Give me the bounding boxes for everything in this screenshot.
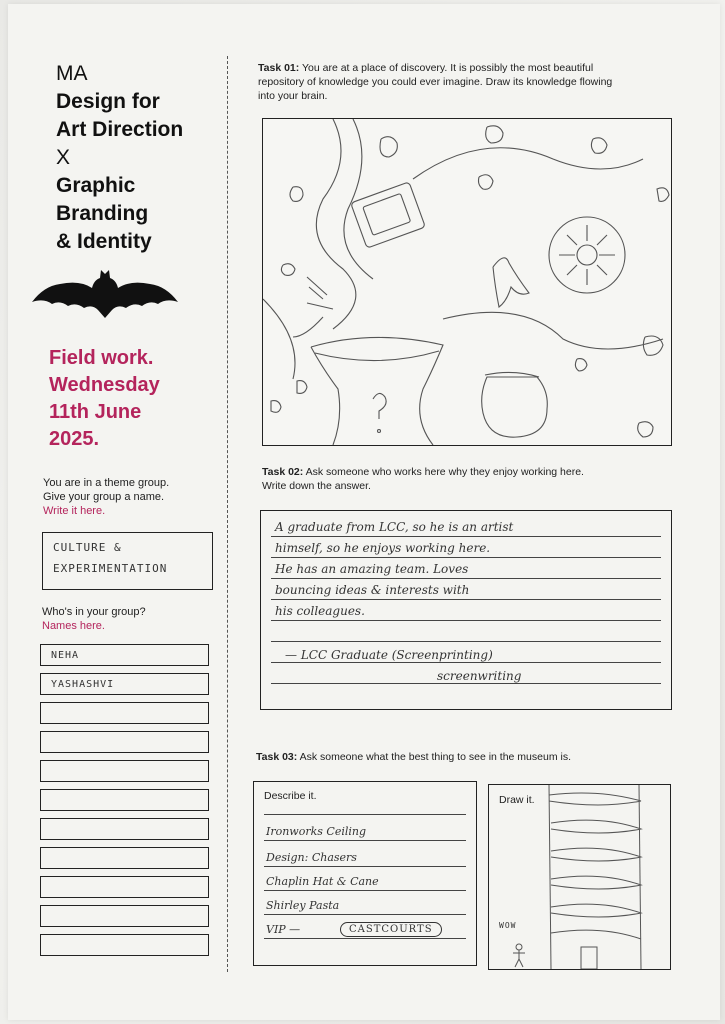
task3-text-1: Ask someone what the best thing to see in the museum is. (297, 751, 571, 763)
answer-line-5: his colleagues. (275, 604, 365, 618)
group-instructions (43, 476, 169, 518)
member-field-4[interactable] (40, 731, 209, 753)
desc-line-4: Shirley Pasta (266, 899, 340, 912)
group-prompt-1: You are in a theme group. (43, 477, 170, 489)
names-prompt: Names here. (42, 620, 105, 632)
sketch-wow-text: WOW (499, 921, 517, 930)
member-field-5[interactable] (40, 760, 209, 782)
member-field-6[interactable] (40, 789, 209, 811)
task2-instructions (262, 465, 682, 493)
answer-line-2: himself, so he enjoys working here. (275, 541, 491, 555)
knowledge-sketch (263, 119, 671, 445)
answer-line-1: A graduate from LCC, so he is an artist (275, 520, 514, 534)
fieldwork-line4: 2025. (49, 428, 100, 450)
task2-text-1: Ask someone who works here why they enjoy working here. (303, 466, 584, 478)
task1-label: Task 01: (258, 62, 300, 74)
member-field-2[interactable]: YASHASHVI (40, 673, 209, 695)
member-field-9[interactable] (40, 876, 209, 898)
ruled-line (271, 641, 661, 642)
column-divider (227, 56, 228, 972)
answer-line-7: — LCC Graduate (Screenprinting) (285, 648, 493, 662)
programme-title (56, 60, 226, 256)
ruled-line (271, 578, 661, 579)
title-branding: Branding (56, 202, 149, 225)
task2-text-2: Write down the answer. (262, 480, 371, 492)
who-prompt: Who's in your group? (42, 606, 146, 618)
ruled-line (264, 866, 466, 867)
group-prompt-2: Give your group a name. (43, 491, 165, 503)
ruled-line (271, 683, 661, 684)
ruled-line (264, 840, 466, 841)
task3-instructions (256, 750, 676, 764)
fieldwork-line2: Wednesday (49, 374, 160, 396)
ruled-line (264, 890, 466, 891)
title-identity: & Identity (56, 230, 152, 253)
worksheet-page (8, 4, 720, 1020)
task1-instructions (258, 61, 688, 103)
ruled-line (271, 599, 661, 600)
task2-label: Task 02: (262, 466, 304, 478)
fieldwork-line1: Field work. (49, 347, 154, 369)
group-name-field[interactable] (42, 532, 213, 590)
title-design: Design for (56, 90, 160, 113)
group-prompt-3: Write it here. (43, 505, 106, 517)
desc-line-5: VIP — (266, 923, 301, 936)
desc-line-2: Design: Chasers (266, 851, 357, 864)
task1-text-2: repository of knowledge you could ever imagine. Draw its knowledge flowing (258, 76, 613, 88)
member-field-1[interactable]: NEHA (40, 644, 209, 666)
answer-line-4: bouncing ideas & interests with (275, 583, 470, 597)
task3-drawing-area[interactable] (488, 784, 671, 970)
desc-line-1: Ironworks Ceiling (266, 825, 367, 838)
ruled-line (264, 914, 466, 915)
draw-label: Draw it. (499, 794, 535, 806)
member-field-10[interactable] (40, 905, 209, 927)
member-field-3[interactable] (40, 702, 209, 724)
fieldwork-date (49, 345, 160, 453)
member-field-11[interactable] (40, 934, 209, 956)
castcourts-sketch (489, 785, 670, 969)
ruled-line (271, 620, 661, 621)
task3-label: Task 03: (256, 751, 298, 763)
task1-text-3: into your brain. (258, 90, 328, 102)
desc-line-3: Chaplin Hat & Cane (266, 875, 379, 888)
ruled-line (271, 536, 661, 537)
answer-line-8: screenwriting (437, 669, 522, 683)
bat-icon (30, 266, 180, 326)
ruled-line (264, 938, 466, 939)
title-graphic: Graphic (56, 174, 136, 197)
members-instructions (42, 605, 146, 633)
title-ma: MA (56, 62, 88, 85)
describe-label: Describe it. (264, 790, 317, 802)
task2-answer-area[interactable] (260, 510, 672, 710)
task1-text-1: You are at a place of discovery. It is possibly the most beautiful (299, 62, 594, 74)
title-art-direction: Art Direction (56, 118, 184, 141)
group-name-line2: EXPERIMENTATION (53, 562, 168, 575)
member-field-7[interactable] (40, 818, 209, 840)
ruled-line (271, 557, 661, 558)
task1-drawing-area[interactable] (262, 118, 672, 446)
answer-line-3: He has an amazing team. Loves (275, 562, 469, 576)
ruled-line (271, 662, 661, 663)
title-x: X (56, 146, 71, 169)
fieldwork-line3: 11th June (49, 401, 142, 423)
desc-highlight-castcourts: CASTCOURTS (340, 922, 442, 937)
group-name-line1: CULTURE & (53, 541, 122, 554)
ruled-line (264, 814, 466, 815)
member-field-8[interactable] (40, 847, 209, 869)
task3-describe-area[interactable] (253, 781, 477, 966)
